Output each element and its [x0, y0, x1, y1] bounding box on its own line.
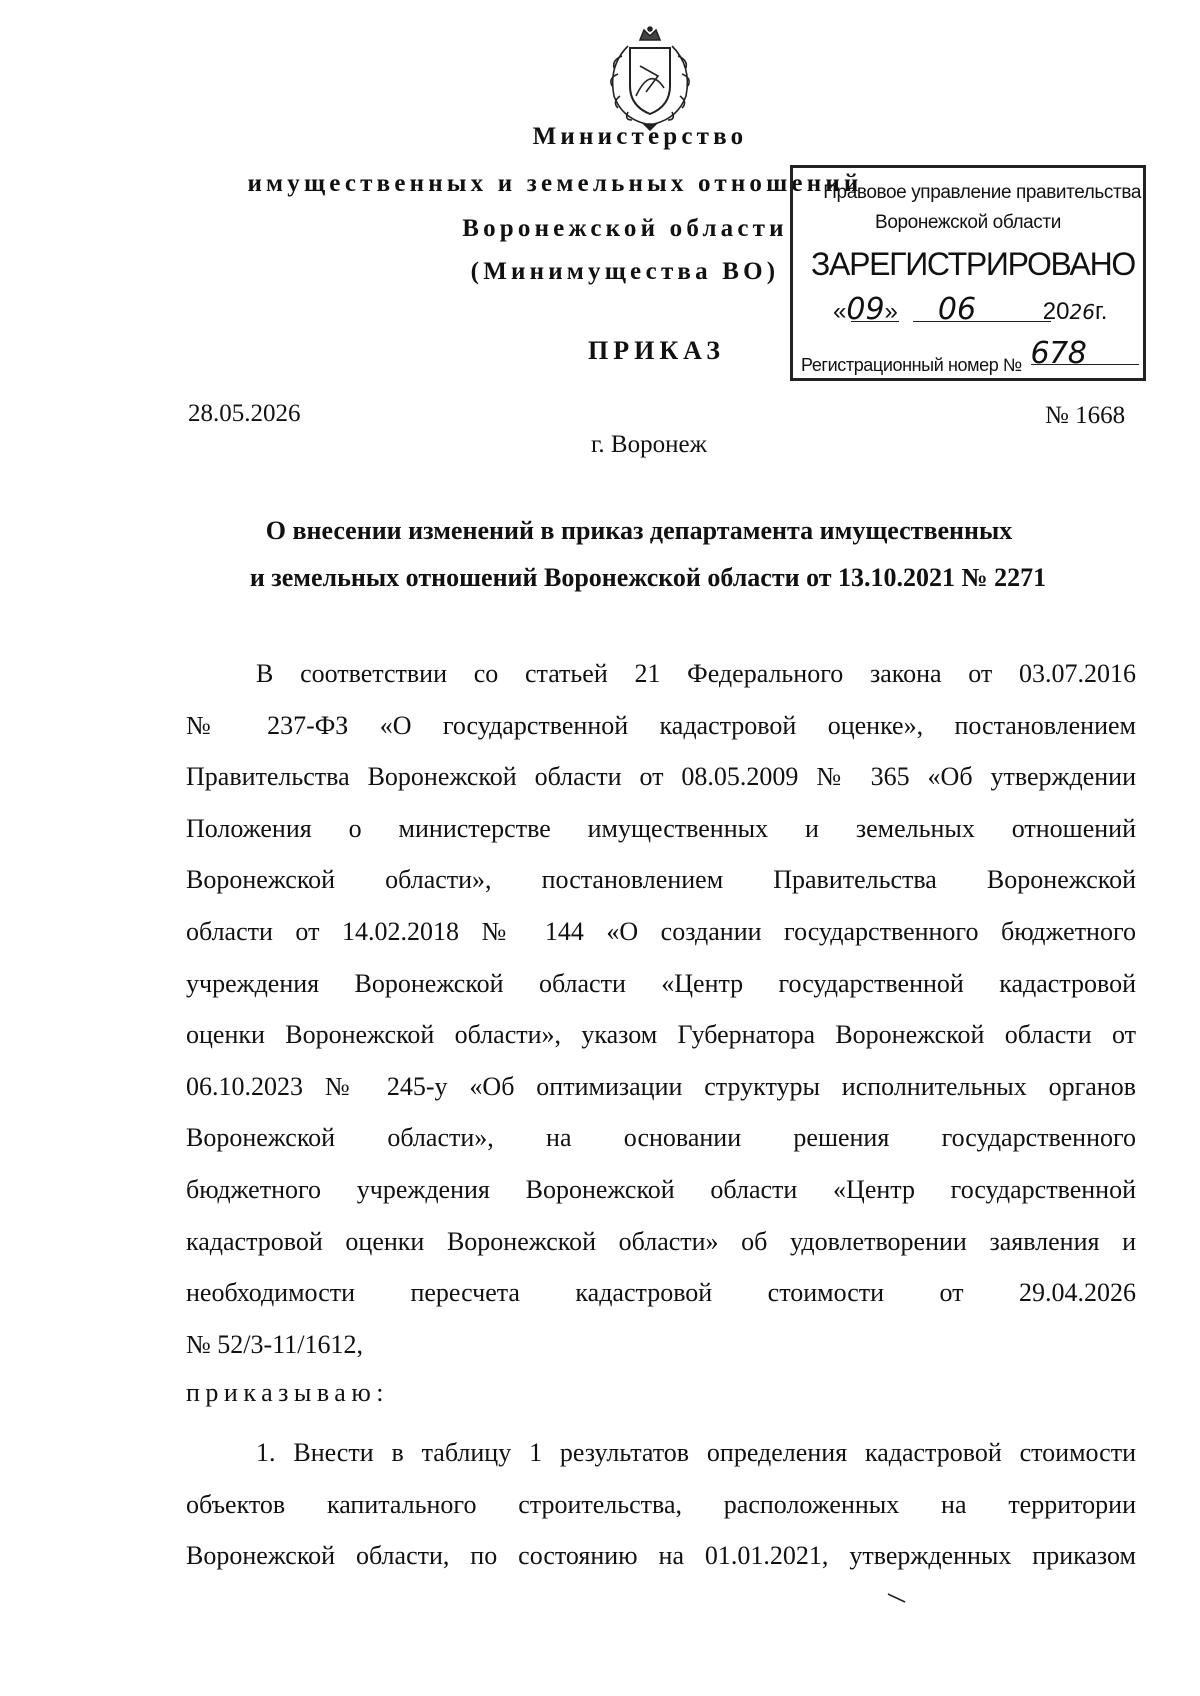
text-line: № 52/3-11/1612,	[186, 1329, 363, 1359]
stamp-org-line-1: Правовое управление правительства	[823, 182, 1141, 203]
stamp-status: ЗАРЕГИСТРИРОВАНО	[811, 246, 1135, 282]
order-number: № 1668	[1045, 402, 1126, 429]
stamp-org-line-2: Воронежской области	[875, 212, 1061, 233]
stamp-date: «09» 06 2026г.	[833, 292, 1108, 327]
text-line: Правительства Воронежской области от 08.05.2009 № 365 «Об утверждении	[186, 762, 1136, 792]
stamp-regno-label: Регистрационный номер №	[801, 355, 1022, 375]
stamp-year-suffix: г.	[1094, 298, 1108, 325]
coat-of-arms-icon	[600, 26, 700, 131]
text-line: необходимости пересчета кадастровой стоимости от 29.04.2026	[186, 1278, 1136, 1308]
stamp-year-prefix: 20	[1042, 298, 1070, 325]
stamp-regno	[801, 336, 1087, 379]
text-line: оценки Воронежской области», указом Губернатора Воронежской области от	[186, 1020, 1136, 1050]
stamp-month-underline	[913, 321, 1051, 322]
order-date: 28.05.2026	[188, 400, 301, 427]
text-line: 1. Внести в таблицу 1 результатов определения кадастровой стоимости	[256, 1438, 1136, 1467]
text-line: кадастровой оценки Воронежской области» об удовлетворении заявления и	[186, 1226, 1136, 1256]
order-city: г. Воронеж	[591, 431, 707, 458]
text-line: области от 14.02.2018 № 144 «О создании государственного бюджетного	[186, 916, 1136, 946]
ministry-name-line-1: Министерство	[532, 123, 748, 150]
order-directive-word: приказываю:	[186, 1378, 389, 1407]
ministry-name-line-2: имущественных и земельных отношений	[247, 170, 863, 197]
text-line: Воронежской области», на основании решения государственного	[186, 1123, 1136, 1153]
stamp-day-underline	[851, 321, 899, 322]
text-line: объектов капитального строительства, расположенных на территории	[186, 1489, 1136, 1519]
paragraph-item-1	[186, 1427, 1136, 1582]
stamp-month: 06	[937, 292, 977, 327]
text-line: 06.10.2023 № 245-у «Об оптимизации структуры исполнительных органов	[186, 1071, 1136, 1101]
document-type-title: ПРИКАЗ	[588, 336, 726, 365]
paragraph-preamble	[186, 648, 1136, 1370]
text-line: № 237-ФЗ «О государственной кадастровой оценке», постановлением	[186, 710, 1136, 740]
text-line: Воронежской области, по состоянию на 01.01.2021, утвержденных приказом	[186, 1541, 1136, 1571]
ministry-name-line-3: Воронежской области	[462, 215, 788, 242]
registration-stamp	[790, 165, 1146, 381]
text-line: учреждения Воронежской области «Центр государственной кадастровой	[186, 968, 1136, 998]
subject-line-1: О внесении изменений в приказ департамента имущественных	[265, 516, 1013, 545]
text-line: бюджетного учреждения Воронежской области «Центр государственной	[186, 1174, 1136, 1204]
stamp-regno-value: 678	[1030, 336, 1087, 371]
stamp-year: 26	[1069, 300, 1095, 324]
text-line: Воронежской области», постановлением Правительства Воронежской	[186, 865, 1136, 895]
pen-stroke-mark	[887, 1592, 907, 1604]
ministry-short-name: (Минимущества ВО)	[470, 258, 780, 285]
text-line: В соответствии со статьей 21 Федерального закона от 03.07.2016	[256, 659, 1136, 688]
text-line: Положения о министерстве имущественных и земельных отношений	[186, 813, 1136, 843]
stamp-regno-underline	[1031, 364, 1139, 365]
stamp-day: 09	[846, 292, 885, 327]
subject-line-2: и земельных отношений Воронежской области от 13.10.2021 № 2271	[249, 563, 1047, 592]
